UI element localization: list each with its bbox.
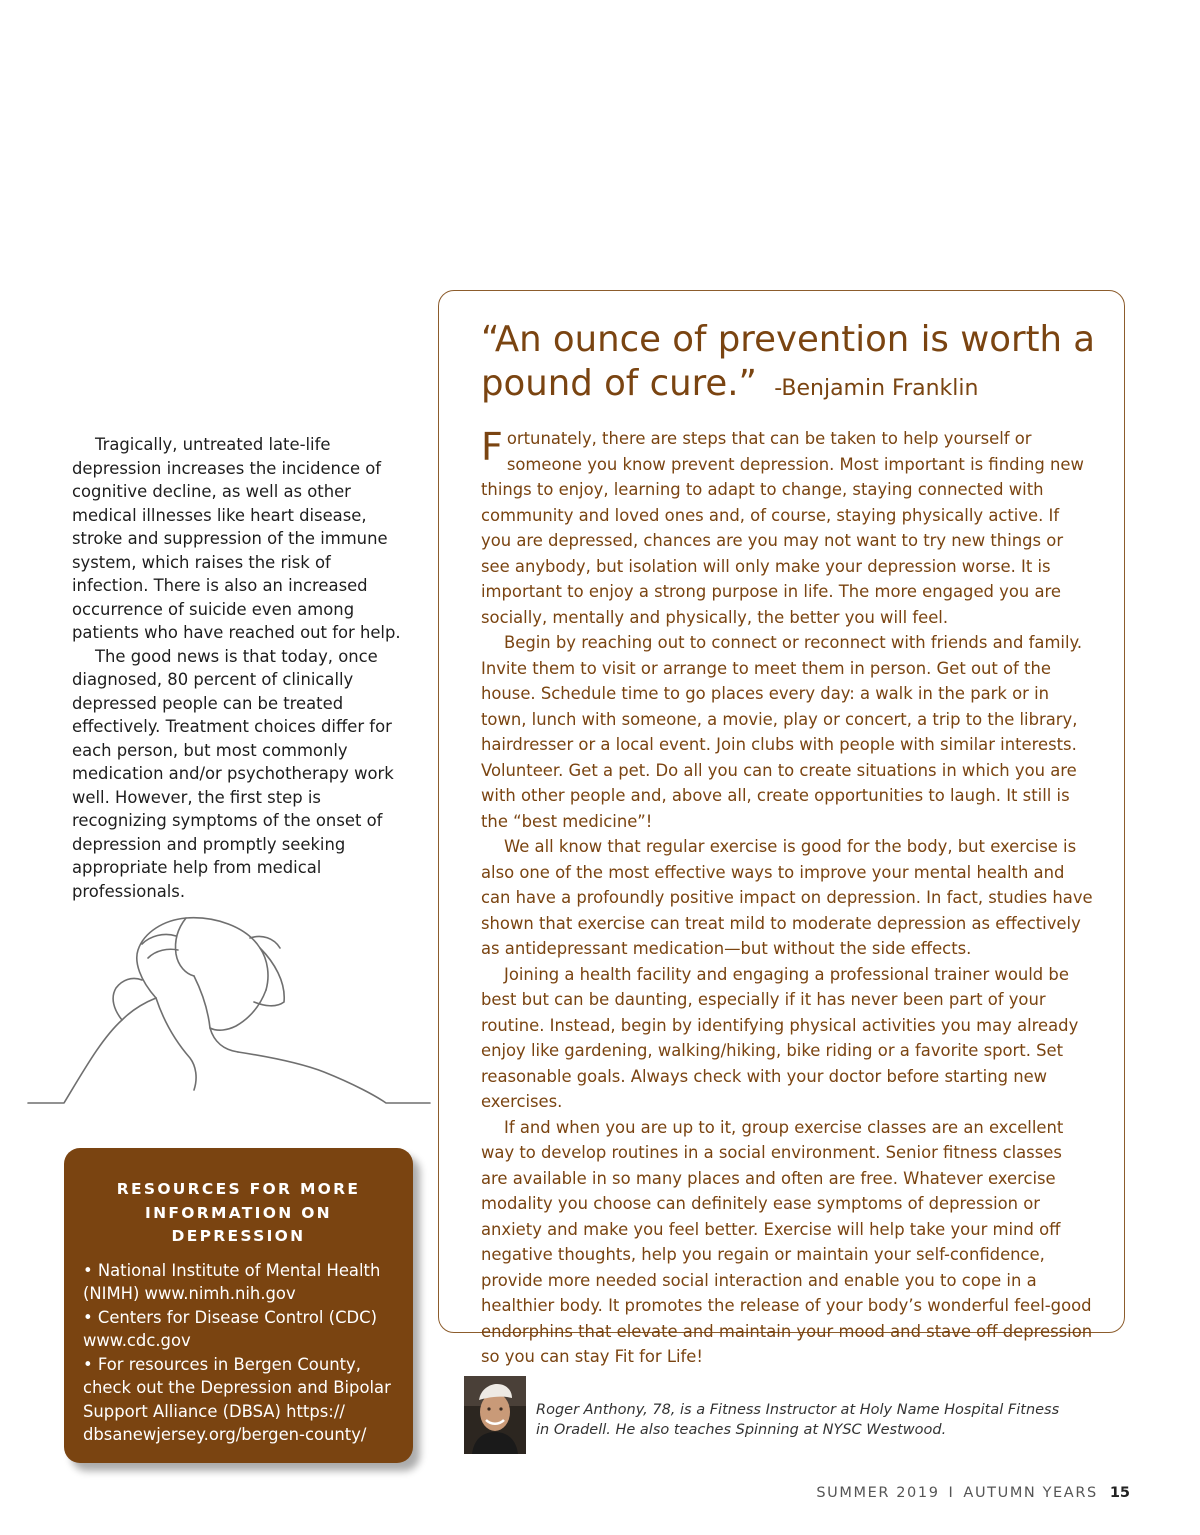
resources-heading-line: RESOURCES FOR MORE — [116, 1180, 361, 1198]
page-footer — [816, 1485, 1130, 1501]
left-paragraph: Tragically, untreated late-life depression increases the incidence of cognitive decline, as well as other medical illnesses like heart disease, stroke and suppression of the immune system, which raises the risk of infection. There is also an increased occurrence of suicide even among patients who have reached out for help. — [72, 435, 401, 642]
resource-item-nimh[interactable]: • National Institute of Mental Health (NIMH) www.nimh.nih.gov — [83, 1260, 381, 1303]
article-paragraph: If and when you are up to it, group exercise classes are an excellent way to develop routines in a social environment. Senior fitness classes are available in so many places and often are free. Whatever exercise modality you choose can definitely ease symptoms of depression or anxiety and make you feel better. Exercise will help take your mind off negative thoughts, help you regain or maintain your self-confidence, provide more needed social interaction and enable you to cope in a healthier body. It promotes the release of your body’s wonderful feel-good endorphins that elevate and maintain your mood and stave off depression so you can stay Fit for Life! — [481, 1117, 1093, 1366]
quote-text: “An ounce of prevention is worth a pound of cure.” — [481, 319, 1096, 404]
author-bio: Roger Anthony, 78, is a Fitness Instructor at Holy Name Hospital Fitness in Oradell. He also teaches Spinning at NYSC Westwood. — [536, 1402, 1060, 1438]
resources-box — [64, 1148, 413, 1463]
page-number: 15 — [1109, 1485, 1130, 1501]
article-paragraph: Begin by reaching out to connect or reconnect with friends and family. Invite them to visit or arrange to meet them in person. Get out of the house. Schedule time to go places every day: a walk in the park or in town, lunch with someone, a movie, play or concert, a trip to the library, hairdresser or a local event. Join clubs with people with similar interests. Volunteer. Get a pet. Do all you can to create situations in which you are with other people and, above all, create opportunities to laugh. It still is the “best medicine”! — [481, 633, 1083, 831]
resources-heading — [83, 1178, 394, 1249]
article-paragraph: We all know that regular exercise is good for the body, but exercise is also one of the most effective ways to improve your mental health and can have a profoundly positive impact on depression. In fact, studies have shown that exercise can treat mild to moderate depression as effectively as antidepressant medication—but without the side effects. — [481, 837, 1093, 958]
quote-author: -Benjamin Franklin — [774, 376, 979, 401]
resources-list — [83, 1259, 394, 1447]
drop-cap: F — [481, 425, 503, 469]
footer-separator: I — [948, 1485, 955, 1501]
issue-label: SUMMER 2019 — [816, 1485, 940, 1501]
left-paragraph: The good news is that today, once diagnosed, 80 percent of clinically depressed people can be treated effectively. Treatment choices differ for each person, but most commonly medication and/or psychotherapy work well. However, the first step is recognizing symptoms of the onset of depression and promptly seeking appropriate help from medical professionals. — [72, 646, 394, 901]
publication-name: AUTUMN YEARS — [963, 1485, 1098, 1501]
article-body — [481, 426, 1093, 1370]
resources-heading-line: INFORMATION ON DEPRESSION — [145, 1203, 332, 1245]
line-art-illustration — [24, 910, 434, 1110]
pull-quote — [481, 318, 1111, 411]
resource-item-dbsa[interactable]: • For resources in Bergen County, check out the Depression and Bipolar Support Alliance (DBSA) https:// dbsanewjersey.org/bergen-county/ — [83, 1354, 391, 1444]
article-paragraph: Joining a health facility and engaging a professional trainer would be best but can be daunting, especially if it has never been part of your routine. Instead, begin by identifying physical activities you may already enjoy like gardening, walking/hiking, bike riding or a favorite sport. Set reasonable goals. Always check with your doctor before starting new exercises. — [481, 964, 1079, 1111]
resource-item-cdc[interactable]: • Centers for Disease Control (CDC) www.cdc.gov — [83, 1307, 377, 1350]
left-column — [72, 433, 412, 903]
author-photo — [464, 1376, 526, 1454]
article-paragraph — [481, 426, 1093, 630]
article-first-text: ortunately, there are steps that can be taken to help yourself or someone you know prevent depression. Most important is finding new things to enjoy, learning to adapt to change, staying connected with community and loved ones and, of course, staying physically active. If you are depressed, chances are you may not want to try new things or see anybody, but isolation will only make your depression worse. It is important to enjoy a strong purpose in life. The more engaged you are socially, mentally and physically, the better you will feel. — [481, 429, 1084, 627]
